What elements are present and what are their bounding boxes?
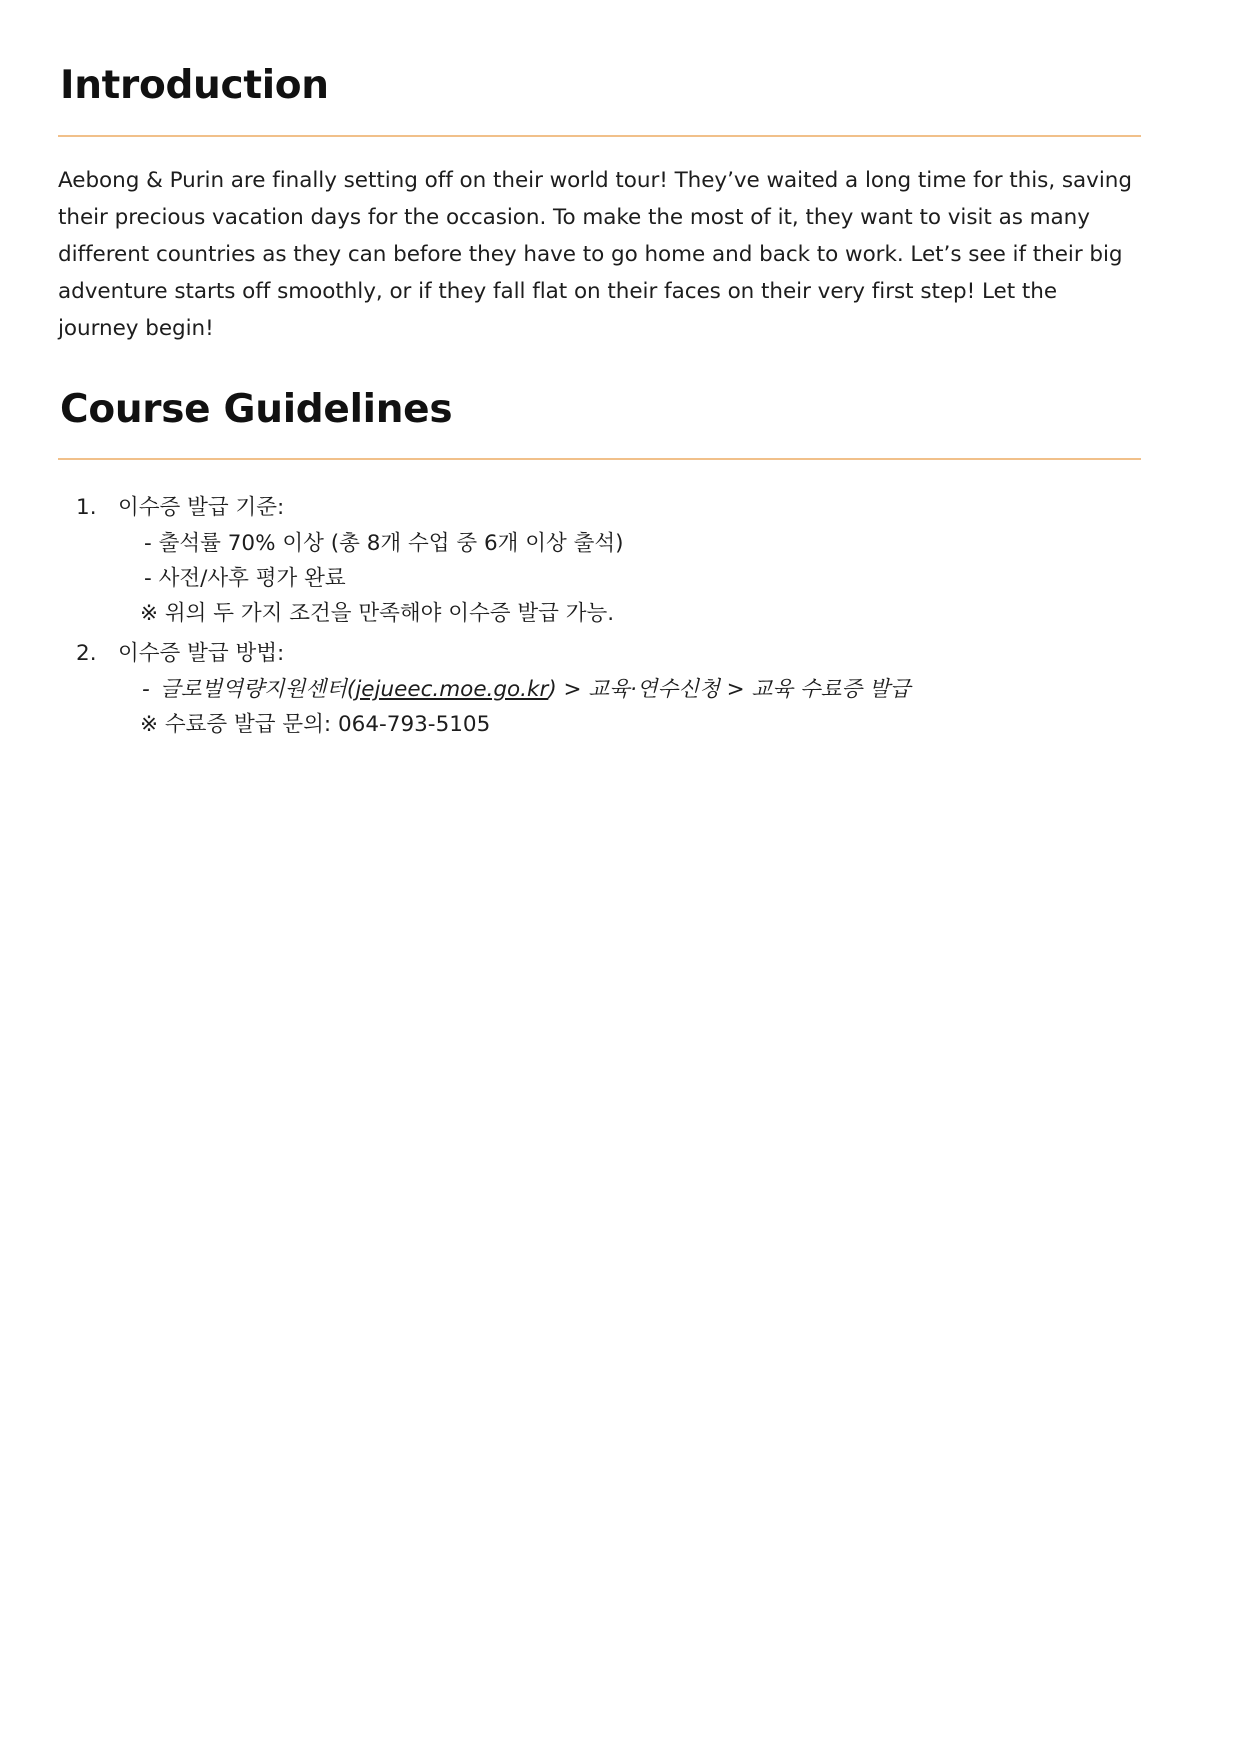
course-guidelines-title: Course Guidelines <box>60 386 453 432</box>
course-guidelines-header <box>58 386 1141 461</box>
bullet-dash: - <box>142 676 150 702</box>
path-suffix: ) > 교육·연수신청 > 교육 수료증 발급 <box>548 676 911 702</box>
course-guidelines-divider <box>58 458 1141 460</box>
list-item <box>70 636 1141 743</box>
guideline-1-note: ※ 위의 두 가지 조건을 만족해야 이수증 발급 가능. <box>140 600 615 626</box>
introduction-paragraph: Aebong & Purin are finally setting off on their world tour! They’ve waited a long time for this, saving their precious vacation days for the occasion. To make the most of it, they want to visit as many different countries as they can before they have to go home and back to work. Let’s see if their big adventure starts off smoothly, or if they fall flat on their faces on their very first step! Let the journey begin! <box>58 167 1132 341</box>
path-prefix: 글로벌역량지원센터( <box>160 676 356 702</box>
list-item <box>70 490 1141 631</box>
guidelines-list <box>58 490 1141 742</box>
guideline-1-title: 이수증 발급 기준: <box>118 495 285 521</box>
guideline-2-note: ※ 수료증 발급 문의: 064-793-5105 <box>140 711 491 737</box>
guideline-2-title: 이수증 발급 방법: <box>118 640 285 666</box>
certificate-site-link[interactable]: jejueec.moe.go.kr <box>355 676 549 702</box>
guideline-2-path <box>118 673 1141 708</box>
section-introduction <box>58 62 1141 348</box>
section-course-guidelines <box>58 386 1141 743</box>
guideline-1-line-2: - 사전/사후 평가 완료 <box>144 566 346 592</box>
title-divider <box>58 135 1141 137</box>
guideline-1-line-1: - 출석률 70% 이상 (총 8개 수업 중 6개 이상 출석) <box>144 531 624 557</box>
introduction-body <box>58 163 1141 348</box>
page-title: Introduction <box>60 63 329 108</box>
